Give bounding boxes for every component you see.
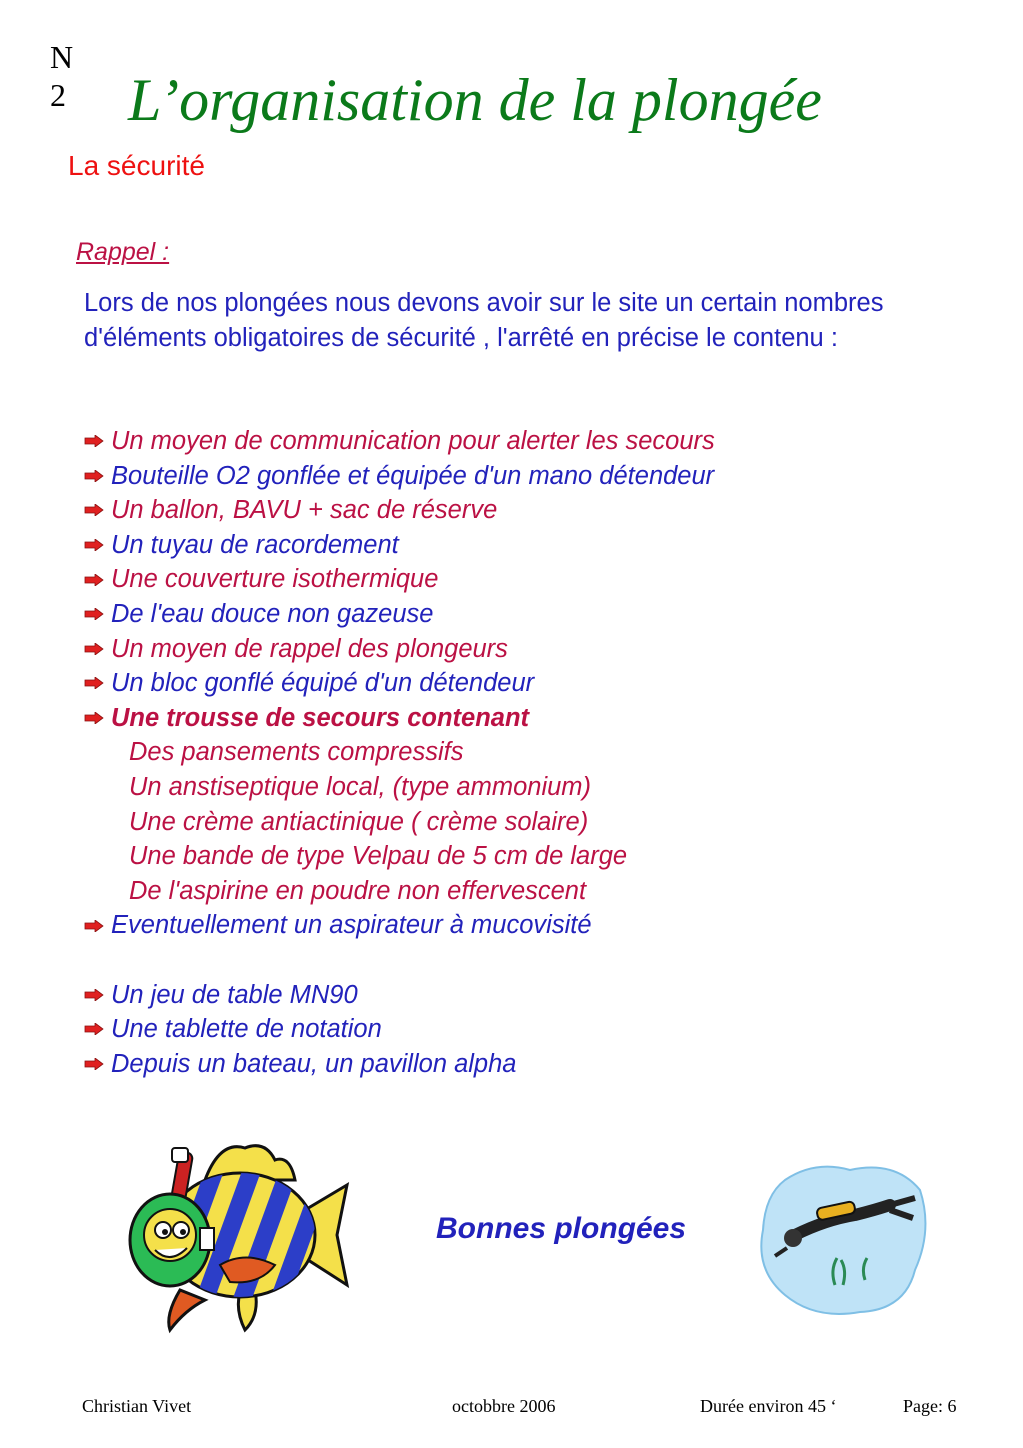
list-subitem [84,770,984,805]
list-item [84,632,984,667]
list-item-text: Un anstiseptique local, (type ammonium) [129,772,592,801]
list-subitem [84,839,984,874]
red-arrow-icon [84,1058,104,1070]
red-arrow-icon [84,608,104,620]
list-item-text: Un tuyau de racordement [111,530,399,559]
closing-message: Bonnes plongées [436,1212,687,1245]
red-arrow-icon [84,504,104,516]
list-item-text: Un jeu de table MN90 [111,980,358,1009]
list-item-text: Une tablette de notation [111,1015,382,1044]
list-item-text: Un moyen de communication pour alerter les secours [111,427,715,455]
footer-duration: Durée environ 45 ‘ [700,1396,837,1416]
list-item [84,908,984,943]
list-item-text: Eventuellement un aspirateur à mucovisité [111,911,592,940]
safety-equipment-list [84,424,984,1081]
list-item-text: Un bloc gonflé équipé d'un détendeur [111,669,535,698]
footer-page: Page: 6 [903,1396,957,1416]
red-arrow-icon [84,470,104,482]
red-arrow-icon [84,643,104,655]
list-item [84,528,984,563]
list-item-text: De l'eau douce non gazeuse [111,599,434,628]
list-item [84,666,984,701]
list-item [84,1047,984,1082]
list-item [84,424,984,459]
rappel-label: Rappel : [76,238,170,266]
red-arrow-icon [84,712,104,724]
snorkel-fish-icon [125,1140,350,1335]
list-item-text: Depuis un bateau, un pavillon alpha [111,1049,517,1078]
scuba-diver-icon [755,1160,930,1320]
list-subitem [84,735,984,770]
list-item-text: Bouteille O2 gonflée et équipée d'un mano détendeur [111,461,715,490]
list-item-text: Une bande de type Velpau de 5 cm de large [129,842,628,871]
red-arrow-icon [84,677,104,689]
list-subitem [84,805,984,840]
list-subitem [84,874,984,909]
red-arrow-icon [84,1023,104,1035]
level-label: N 2 [50,39,74,113]
list-item-text: Un ballon, BAVU + sac de réserve [111,496,498,525]
list-item-text: Des pansements compressifs [129,738,464,767]
list-item [84,1012,984,1047]
section-subtitle: La sécurité [68,150,205,181]
list-item-text: Une crème antiactinique ( crème solaire) [129,807,589,836]
page-title: L’organisation de la plongée [128,67,822,133]
red-arrow-icon [84,574,104,586]
list-item-text: De l'aspirine en poudre non effervescent [129,876,587,905]
list-item [84,597,984,632]
list-item [84,562,984,597]
intro-paragraph: Lors de nos plongées nous devons avoir sur le site un certain nombres d'éléments obligatoires de sécurité , l'arrêté en précise le contenu : [84,289,884,352]
list-item [84,701,984,736]
red-arrow-icon [84,539,104,551]
list-spacer [84,943,984,978]
red-arrow-icon [84,920,104,932]
footer-author: Christian Vivet [82,1396,192,1416]
list-item [84,978,984,1013]
list-item [84,459,984,494]
list-item-text: Une couverture isothermique [111,565,439,594]
list-item-text: Une trousse de secours contenant [111,703,530,732]
red-arrow-icon [84,989,104,1001]
footer-date: octobbre 2006 [452,1396,556,1416]
list-item [84,493,984,528]
list-item-text: Un moyen de rappel des plongeurs [111,634,508,663]
red-arrow-icon [84,435,104,447]
